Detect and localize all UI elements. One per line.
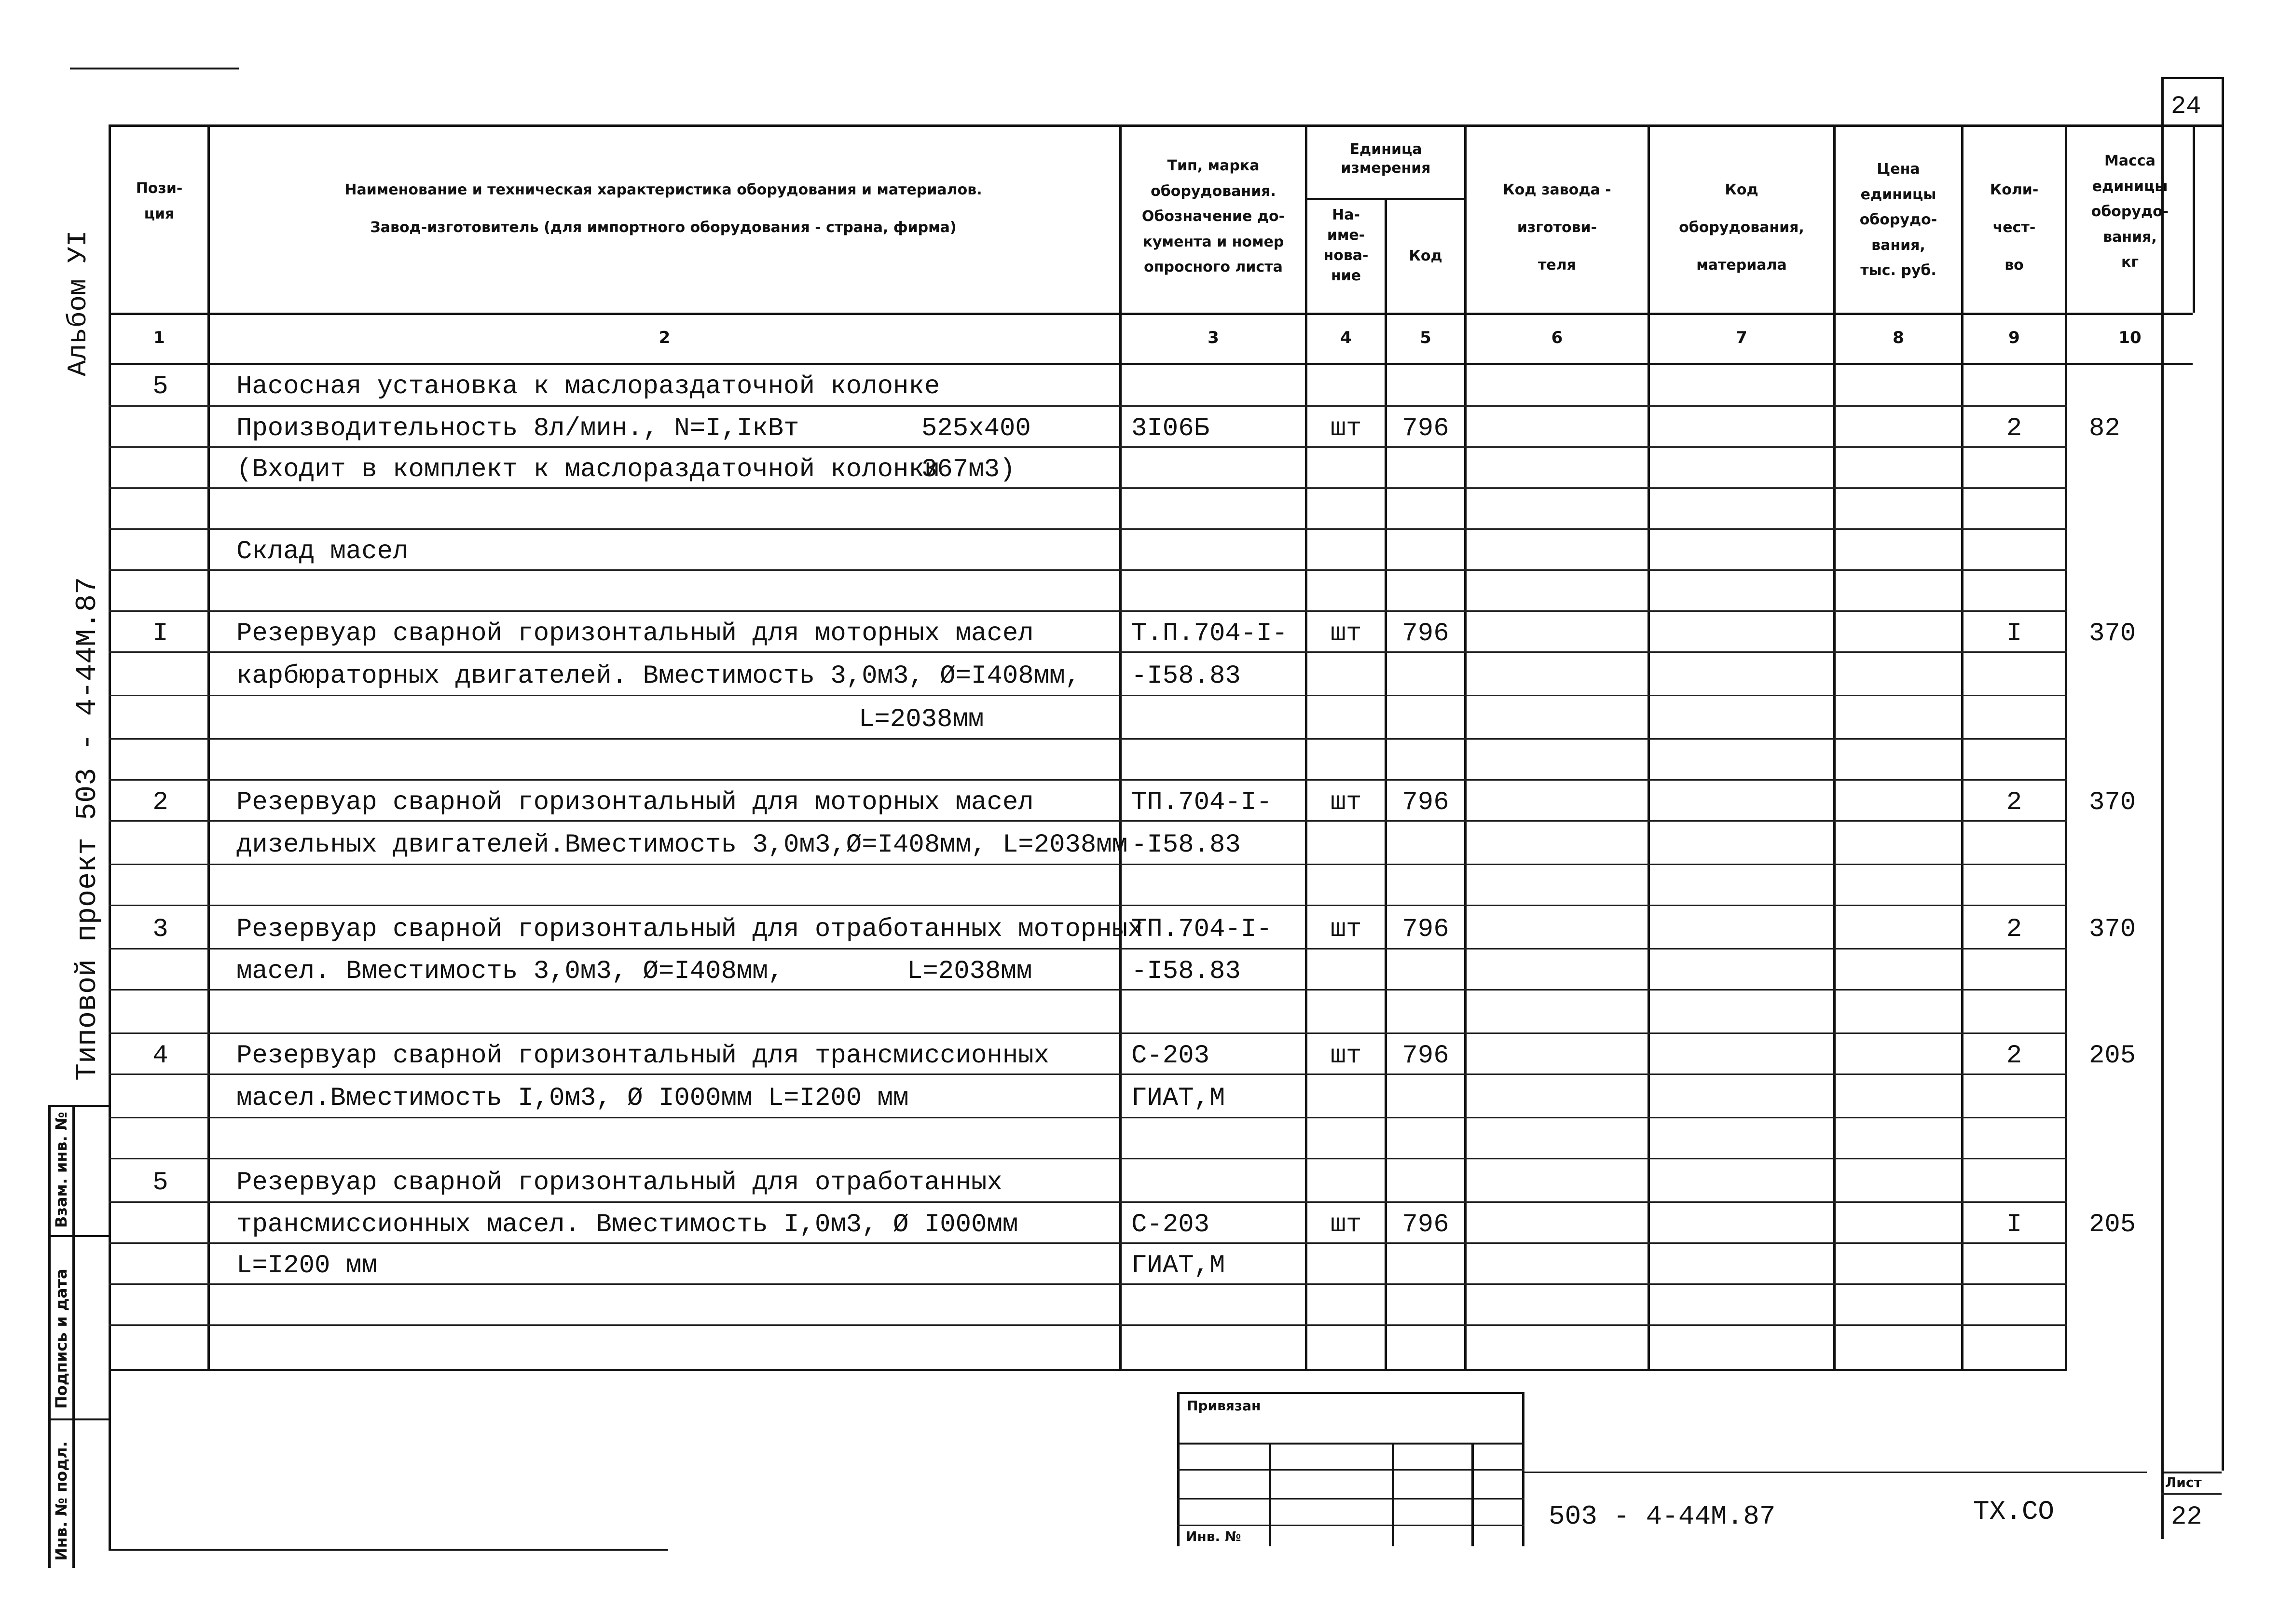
row-name: (Входит в комплект к маслораздаточной колонки — [236, 455, 940, 484]
page-number: 24 — [2171, 92, 2201, 121]
row-type: 3I06Б — [1131, 414, 1210, 443]
colnum-8: 8 — [1893, 328, 1904, 347]
row-mass: 370 — [2089, 619, 2136, 648]
vzam-label: Взам. инв. № — [52, 1112, 70, 1228]
row-line — [109, 405, 2067, 407]
row-line — [109, 1242, 2067, 1244]
row-line — [109, 610, 2067, 612]
inv-no-label: Инв. № подл. — [52, 1441, 70, 1561]
row-unit: шт — [1330, 1041, 1362, 1071]
row-position: 5 — [152, 372, 168, 401]
row-extra: L=2038мм — [907, 957, 1032, 986]
row-code: 796 — [1402, 414, 1449, 443]
row-quantity: I — [2006, 1210, 2022, 1239]
row-line — [109, 948, 2067, 950]
page-num-box-top — [2161, 77, 2224, 79]
col-line-4 — [1385, 198, 1387, 1370]
colnum-9: 9 — [2008, 328, 2020, 347]
title-block-line — [1524, 1472, 2147, 1473]
colnum-6: 6 — [1551, 328, 1563, 347]
row-type: -I58.83 — [1131, 661, 1241, 691]
stamp-col — [1471, 1443, 1474, 1546]
sheet-box-top — [2161, 1472, 2222, 1473]
col-line-2 — [1119, 124, 1122, 1369]
row-type: ТП.704-I- — [1131, 788, 1272, 817]
page-num-box-left — [2161, 77, 2164, 1539]
row-type: С-203 — [1131, 1041, 1210, 1071]
row-extra: 525x400 — [921, 414, 1031, 443]
row-type: Т.П.704-I- — [1131, 619, 1288, 648]
row-line — [109, 905, 2067, 906]
album-label: Альбом УI — [63, 230, 94, 376]
header-unit-code: Код — [1409, 248, 1442, 264]
row-line — [109, 1117, 2067, 1118]
stamp-privyazan: Привязан — [1187, 1398, 1261, 1414]
row-mass: 205 — [2089, 1210, 2136, 1239]
row-line — [109, 695, 2067, 696]
row-line — [109, 487, 2067, 489]
header-price: Цена единицы оборудо- вания, тыс. руб. — [1859, 161, 1937, 279]
unit-group-line — [1305, 198, 1464, 200]
doc-code: ТХ.СО — [1973, 1496, 2055, 1527]
sheet-number: 22 — [2171, 1502, 2202, 1532]
header-factory-code: Код завода - изготови- теля — [1503, 181, 1611, 274]
row-code: 796 — [1402, 619, 1449, 648]
col-line-5 — [1464, 124, 1467, 1369]
row-position: 3 — [152, 915, 168, 944]
row-mass: 205 — [2089, 1041, 2136, 1071]
sheet-label: Лист — [2165, 1474, 2202, 1490]
row-unit: шт — [1330, 1210, 1362, 1239]
colnum-3: 3 — [1208, 328, 1219, 347]
row-line — [109, 1201, 2067, 1203]
row-code: 796 — [1402, 788, 1449, 817]
row-type: -I58.83 — [1131, 830, 1241, 860]
col-line-6 — [1647, 124, 1650, 1369]
row-name: L=I200 мм — [236, 1251, 377, 1280]
row-name: карбюраторных двигателей. Вместимость 3,0м3, Ø=I408мм, — [236, 661, 1081, 691]
sheet-box-mid — [2161, 1493, 2222, 1495]
row-line — [109, 1158, 2067, 1159]
stamp-top — [1177, 1392, 1524, 1394]
row-line — [109, 528, 2067, 530]
colnum-10: 10 — [2118, 328, 2142, 347]
row-name: Склад масел — [236, 537, 409, 566]
row-extra: 367м3) — [921, 455, 1016, 484]
stamp-col — [1269, 1443, 1271, 1546]
row-type: ГИАТ,М — [1131, 1084, 1225, 1113]
frame-right — [2222, 124, 2224, 1471]
colnum-4: 4 — [1340, 328, 1352, 347]
header-unit-name: На- име- нова- ние — [1323, 206, 1369, 284]
side-stamp-line2 — [48, 1235, 111, 1237]
col-line-1 — [207, 124, 210, 1369]
header-equipment-code: Код оборудования, материала — [1679, 181, 1804, 274]
row-name: дизельных двигателей.Вместимость 3,0м3,Ø=I408мм, L=2038мм — [236, 830, 1128, 860]
row-name: трансмиссионных масел. Вместимость I,0м3, Ø I000мм — [236, 1210, 1018, 1239]
row-line — [109, 820, 2067, 822]
stamp-col — [1392, 1443, 1394, 1546]
row-line — [109, 864, 2067, 865]
top-rule — [70, 68, 239, 69]
row-line — [109, 1073, 2067, 1075]
row-code: 796 — [1402, 1210, 1449, 1239]
col-line-10 — [2193, 124, 2195, 313]
row-type: ГИАТ,М — [1131, 1251, 1225, 1280]
project-label: Типовой проект 503 - 4-44М.87 — [71, 577, 104, 1081]
row-position: 2 — [152, 788, 168, 817]
frame-bottom-left — [109, 1549, 668, 1551]
row-type: С-203 — [1131, 1210, 1210, 1239]
header-type: Тип, марка оборудования. Обозначение до- кумента и номер опросного листа — [1141, 157, 1285, 275]
row-name: Резервуар сварной горизонтальный для моторных масел — [236, 788, 1034, 817]
row-mass: 370 — [2089, 788, 2136, 817]
row-type: -I58.83 — [1131, 957, 1241, 986]
col-line-7 — [1833, 124, 1836, 1369]
row-position: 5 — [152, 1168, 168, 1197]
colnum-7: 7 — [1736, 328, 1747, 347]
colnum-bottom — [109, 363, 2193, 365]
colnum-2: 2 — [659, 328, 671, 347]
side-stamp-mid — [72, 1105, 75, 1568]
row-name: Резервуар сварной горизонтальный для моторных масел — [236, 619, 1034, 648]
row-unit: шт — [1330, 414, 1362, 443]
stamp-inv-no: Инв. № — [1186, 1528, 1241, 1544]
row-line — [109, 1032, 2067, 1034]
col-line-9 — [2065, 124, 2067, 1369]
side-stamp-line1 — [48, 1105, 111, 1107]
side-stamp-left — [48, 1105, 51, 1568]
row-unit: шт — [1330, 788, 1362, 817]
row-line — [109, 1324, 2067, 1326]
table-bottom — [109, 1369, 2067, 1371]
row-line — [109, 738, 2067, 740]
row-code: 796 — [1402, 1041, 1449, 1071]
row-line — [109, 446, 2067, 448]
row-quantity: 2 — [2006, 1041, 2022, 1071]
header-unit-group: Единица измерения — [1341, 141, 1431, 177]
header-mass: Масса единицы оборудо- вания, кг — [2091, 152, 2169, 271]
row-line — [109, 779, 2067, 781]
colnum-5: 5 — [1420, 328, 1431, 347]
row-unit: шт — [1330, 915, 1362, 944]
row-position: I — [152, 619, 168, 648]
row-type: ТП.704-I- — [1131, 915, 1272, 944]
row-line — [109, 1283, 2067, 1285]
row-mass: 82 — [2089, 414, 2120, 443]
row-quantity: I — [2006, 619, 2022, 648]
row-name: Производительность 8л/мин., N=I,IкВт — [236, 414, 799, 443]
row-line — [109, 569, 2067, 571]
row-line — [109, 989, 2067, 991]
row-quantity: 2 — [2006, 915, 2022, 944]
header-quantity: Коли- чест- во — [1990, 181, 2039, 274]
row-code: 796 — [1402, 915, 1449, 944]
row-name: Резервуар сварной горизонтальный для трансмиссионных — [236, 1041, 1050, 1071]
header-position: Пози- ция — [136, 180, 183, 222]
row-name: Резервуар сварной горизонтальный для отработанных моторных — [236, 915, 1143, 944]
row-unit: шт — [1330, 619, 1362, 648]
row-name: Насосная установка к маслораздаточной колонке — [236, 372, 940, 401]
frame-top — [109, 124, 2224, 127]
row-quantity: 2 — [2006, 788, 2022, 817]
row-name: масел. Вместимость 3,0м3, Ø=I408мм, — [236, 957, 784, 986]
col-line-3 — [1305, 124, 1307, 1369]
row-mass: 370 — [2089, 915, 2136, 944]
row-extra: L=2038мм — [859, 705, 984, 734]
row-quantity: 2 — [2006, 414, 2022, 443]
row-name: масел.Вместимость I,0м3, Ø I000мм L=I200 мм — [236, 1084, 909, 1113]
header-bottom — [109, 313, 2193, 315]
colnum-1: 1 — [153, 328, 165, 347]
row-position: 4 — [152, 1041, 168, 1071]
col-line-8 — [1961, 124, 1963, 1369]
row-name: Резервуар сварной горизонтальный для отработанных — [236, 1168, 1002, 1197]
designation: 503 - 4-44М.87 — [1549, 1501, 1776, 1532]
sign-date-label: Подпись и дата — [52, 1268, 70, 1409]
row-line — [109, 651, 2067, 653]
header-name: Наименование и техническая характеристика оборудования и материалов. Завод-изготовитель (для импортного оборудования - страна, фирма) — [344, 181, 982, 236]
side-stamp-line3 — [48, 1418, 111, 1420]
